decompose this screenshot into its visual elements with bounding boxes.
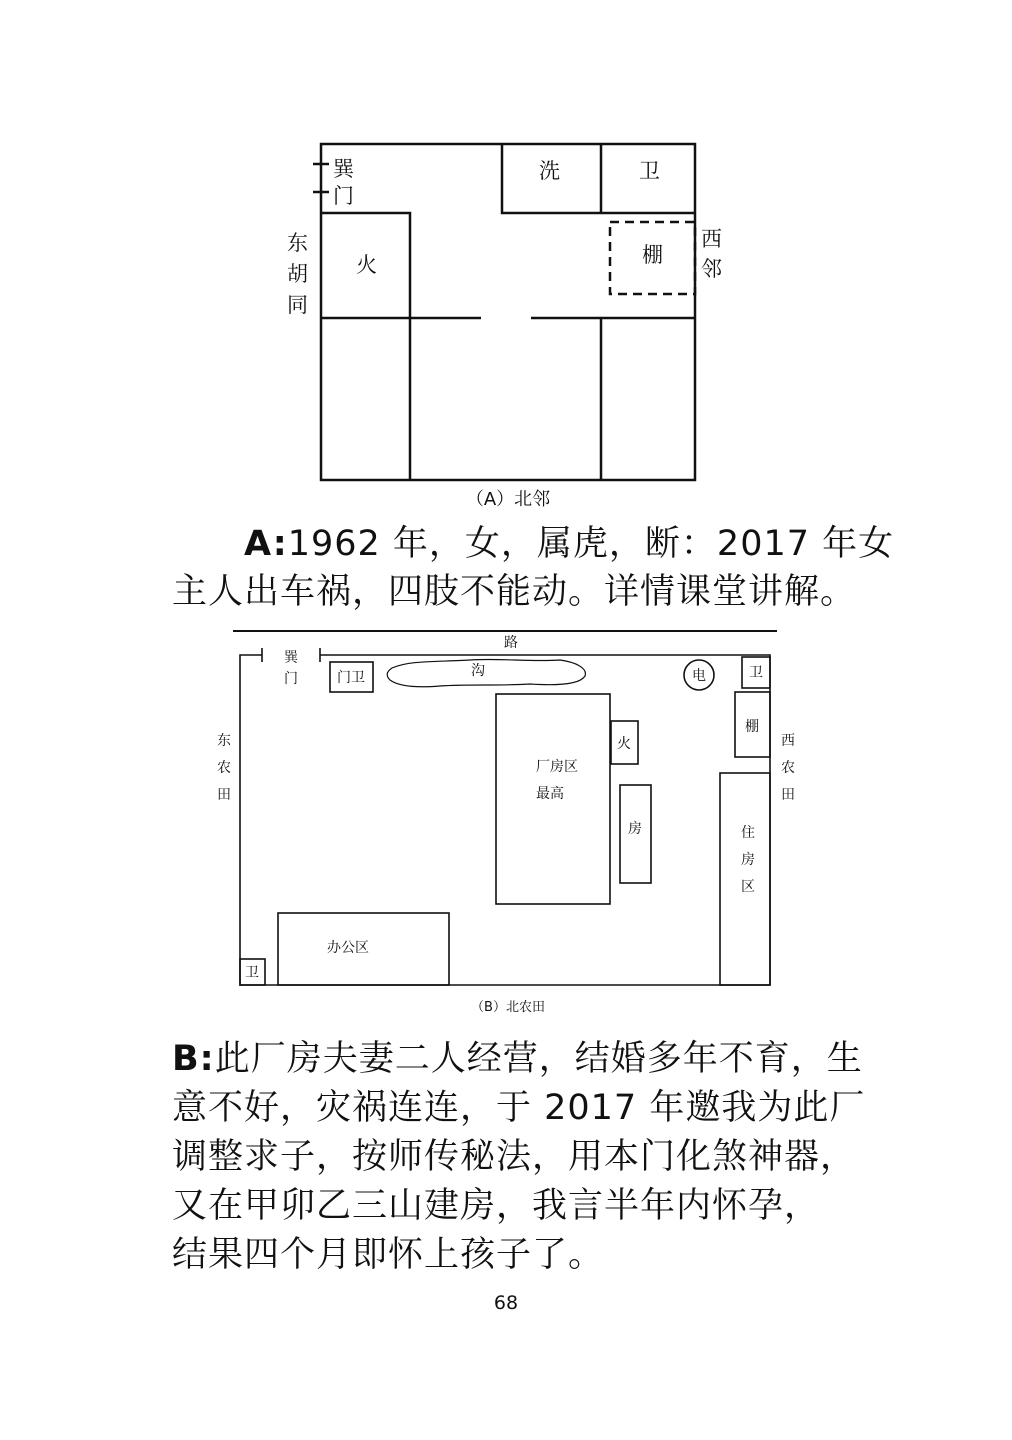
- east-b-label-1: 东: [217, 733, 231, 749]
- road-label: 路: [504, 635, 518, 651]
- toilet-top-label: 卫: [749, 665, 763, 681]
- shed-label: 棚: [642, 243, 663, 267]
- east-b-label-3: 田: [217, 787, 231, 803]
- paragraph-a-lead: A:: [244, 524, 288, 564]
- paragraph-b: [172, 1035, 865, 1280]
- paragraph-b-line-1: [172, 1035, 865, 1084]
- west-label-2: 邻: [701, 257, 722, 281]
- paragraph-b-line-5: 结果四个月即怀上孩子了。: [172, 1235, 605, 1275]
- house-outline-a: [321, 144, 695, 480]
- east-label-3: 同: [287, 293, 308, 317]
- gate-label-1: 巽: [284, 650, 298, 666]
- caption-b: （B）北农田: [471, 1000, 545, 1015]
- compound-outline: [240, 655, 770, 985]
- bath-block-wall: [502, 144, 695, 213]
- paragraph-b-line-4: 又在甲卯乙三山建房，我言半年内怀孕，: [172, 1186, 821, 1226]
- housing-label-2: 房: [741, 852, 755, 868]
- paragraph-a: [172, 520, 894, 616]
- room-label-b: 房: [628, 821, 642, 837]
- west-b-label-3: 田: [781, 787, 795, 803]
- east-label-2: 胡: [287, 262, 308, 286]
- west-b-label-1: 西: [781, 733, 795, 749]
- toilet-label: 卫: [639, 159, 660, 183]
- diagram-a: [313, 144, 695, 480]
- east-b-label-2: 农: [217, 760, 231, 776]
- toilet-bottom-label: 卫: [245, 965, 259, 981]
- caption-a: （A）北邻: [465, 489, 551, 510]
- paragraph-b-line-3: 调整求子，按师传秘法，用本门化煞神器，: [172, 1137, 857, 1177]
- ditch-label: 沟: [471, 663, 485, 679]
- electric-label: 电: [692, 668, 706, 684]
- factory-label-2: 最高: [536, 786, 564, 802]
- xun-men-label-2: 门: [333, 184, 354, 208]
- paragraph-b-line-2: 意不好，灾祸连连，于 2017 年邀我为此厂: [172, 1088, 866, 1128]
- xun-men-label-1: 巽: [333, 157, 354, 181]
- wash-label: 洗: [539, 159, 560, 183]
- guard-label: 门卫: [337, 670, 365, 686]
- diagram-b: [233, 631, 777, 985]
- office-label: 办公区: [327, 940, 369, 956]
- factory-label-1: 厂房区: [536, 759, 578, 775]
- east-label-1: 东: [287, 231, 308, 255]
- housing-label-3: 区: [741, 879, 755, 895]
- paragraph-b-line-1-text: 此厂房夫妻二人经营，结婚多年不育，生: [214, 1039, 863, 1079]
- fire-label-b: 火: [617, 736, 631, 752]
- ditch-outline: [387, 659, 585, 686]
- fire-label: 火: [356, 253, 377, 277]
- housing-label-1: 住: [741, 825, 755, 841]
- paragraph-b-lead: B:: [172, 1039, 215, 1079]
- paragraph-a-line-1-text: 1962 年，女，属虎，断：2017 年女: [287, 524, 895, 564]
- west-b-label-2: 农: [781, 760, 795, 776]
- shed-label-b: 棚: [745, 719, 759, 735]
- gate-label-2: 门: [284, 671, 298, 687]
- west-label-1: 西: [701, 227, 722, 251]
- paragraph-a-line-2: 主人出车祸，四肢不能动。详情课堂讲解。: [172, 572, 857, 612]
- page-number: 68: [493, 1292, 519, 1314]
- paragraph-a-line-1: [172, 520, 894, 568]
